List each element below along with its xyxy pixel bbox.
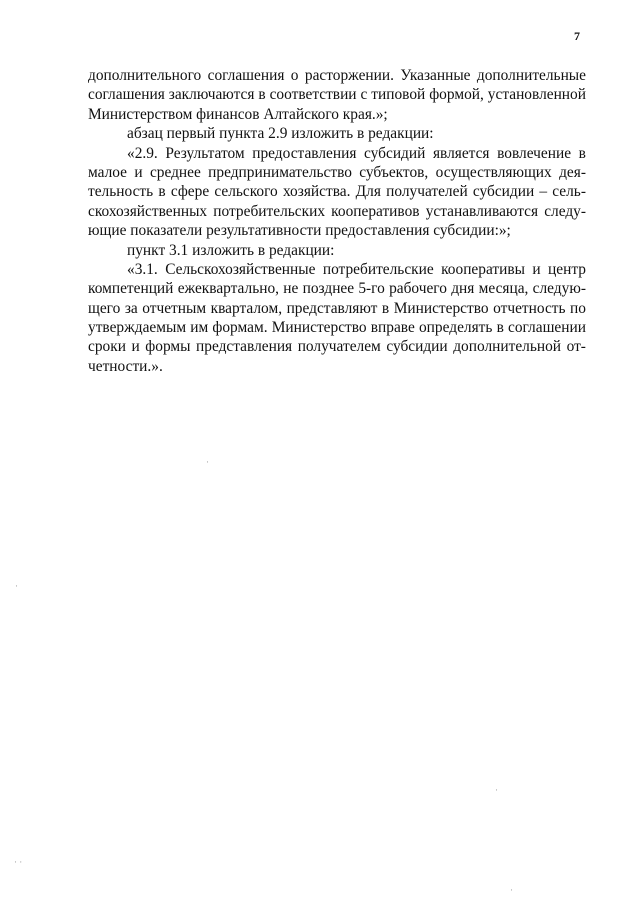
text-line: «3.1. Сельскохозяйственные потребительские кооперативы и центр — [127, 260, 586, 278]
document-body — [88, 66, 586, 376]
text-line: ющие показатели результативности предоставления субсидии:»; — [88, 222, 511, 240]
text-line: абзац первый пункта 2.9 изложить в редакции: — [127, 125, 434, 143]
text-line: «2.9. Результатом предоставления субсидий является вовлечение в — [127, 144, 586, 162]
text-line: скохозяйственных потребительских кооперативов устанавливаются следу- — [88, 202, 586, 220]
text-line: малое и среднее предпринимательство субъектов, осуществляющих дея- — [88, 163, 586, 181]
text-line: пункт 3.1 изложить в редакции: — [127, 241, 335, 259]
text-line: компетенций ежеквартально, не позднее 5-го рабочего дня месяца, следую- — [88, 280, 586, 298]
text-line: щего за отчетным кварталом, представляют в Министерство отчетность по — [88, 299, 586, 317]
scan-speck: · — [15, 581, 18, 591]
text-line: утверждаемым им формам. Министерство вправе определять в соглашении — [88, 319, 586, 337]
text-line: тельность в сфере сельского хозяйства. Для получателей субсидии – сель- — [88, 183, 586, 201]
text-line: Министерством финансов Алтайского края.»; — [88, 105, 388, 123]
text-line: сроки и формы представления получателем субсидии дополнительной от- — [88, 338, 586, 356]
scan-speck: · — [206, 457, 209, 467]
page-number: 7 — [574, 29, 580, 43]
text-line: дополнительного соглашения о расторжении. Указанные дополнительные — [88, 67, 586, 84]
scan-speck: · — [510, 885, 513, 895]
text-line: соглашения заключаются в соответствии с типовой формой, установленной — [88, 86, 586, 104]
scan-speck: · — [495, 785, 498, 795]
text-line: четности.». — [88, 357, 163, 375]
scan-speck: · · — [14, 857, 23, 867]
